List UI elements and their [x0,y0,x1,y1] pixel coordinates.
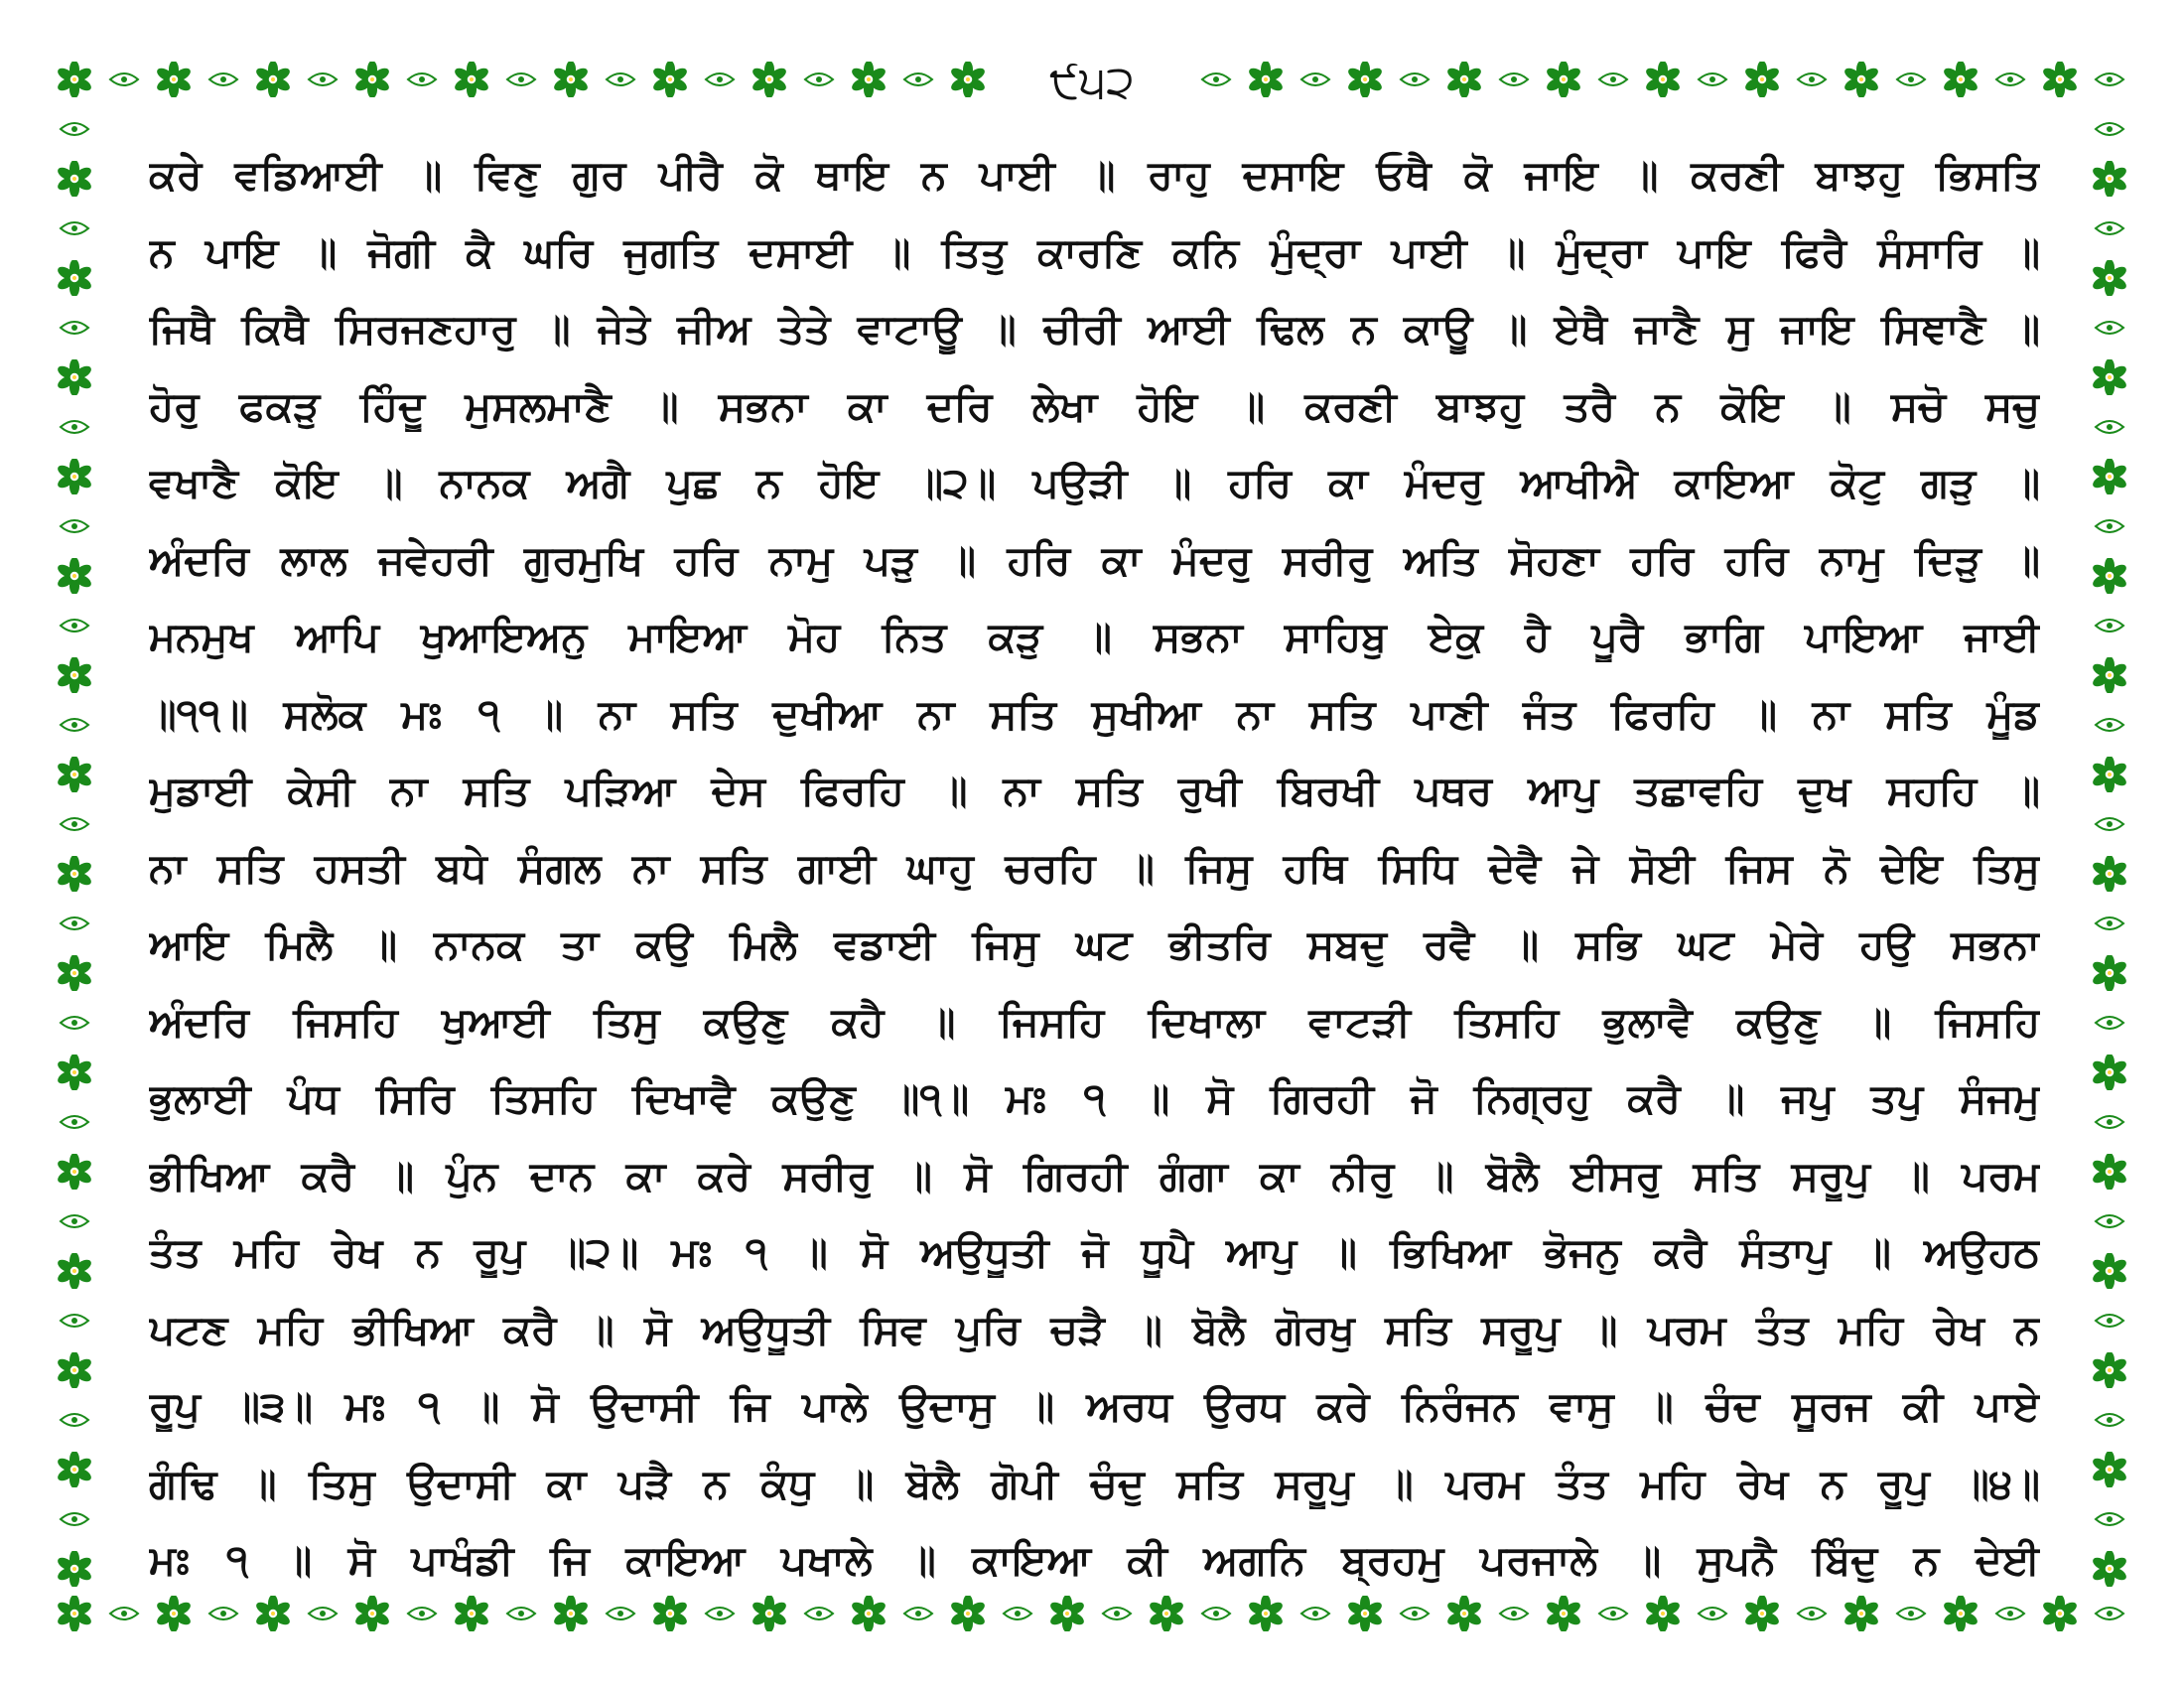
flower-ornament-icon [1645,62,1681,97]
leaf-ornament-icon [57,608,92,643]
text-line: ਜਿਥੈ ਕਿਥੈ ਸਿਰਜਣਹਾਰੁ ॥ ਜੇਤੇ ਜੀਅ ਤੇਤੇ ਵਾਟਾਊ ॥ ਚੀਰੀ ਆਈ ਢਿਲ ਨ ਕਾਊ ॥ ਏਥੈ ਜਾਣੈ ਸੁ ਜਾਇ ਸਿਞਾਣੈ ॥ [149,305,2040,352]
flower-ornament-icon [851,1596,887,1631]
leaf-ornament-icon [57,111,92,147]
leaf-ornament-icon [1595,62,1631,97]
flower-ornament-icon [2092,260,2127,296]
leaf-ornament-icon [57,707,92,743]
leaf-ornament-icon [57,211,92,246]
flower-ornament-icon [1446,62,1482,97]
flower-ornament-icon [1149,1596,1184,1631]
leaf-ornament-icon [2092,806,2127,842]
text-line: ਭੀਖਿਆ ਕਰੈ ॥ ਪੁੰਨ ਦਾਨ ਕਾ ਕਰੇ ਸਰੀਰੁ ॥ ਸੋ ਗਿਰਹੀ ਗੰਗਾ ਕਾ ਨੀਰੁ ॥ ਬੋਲੈ ਈਸਰੁ ਸਤਿ ਸਰੂਪੁ ॥ ਪਰਮ [149,1151,2040,1199]
leaf-ornament-icon [2092,608,2127,643]
flower-ornament-icon [1645,1596,1681,1631]
flower-ornament-icon [57,1596,92,1631]
flower-ornament-icon [2092,856,2127,892]
flower-ornament-icon [1049,1596,1085,1631]
flower-ornament-icon [2092,1551,2127,1587]
leaf-ornament-icon [106,62,142,97]
flower-ornament-icon [1943,62,1979,97]
leaf-ornament-icon [1297,62,1333,97]
flower-ornament-icon [354,1596,390,1631]
leaf-ornament-icon [603,62,638,97]
leaf-ornament-icon [2092,310,2127,346]
flower-ornament-icon [1843,1596,1879,1631]
flower-ornament-icon [255,1596,291,1631]
flower-ornament-icon [553,1596,589,1631]
flower-ornament-icon [553,62,589,97]
flower-ornament-icon [57,1452,92,1487]
flower-ornament-icon [454,1596,489,1631]
leaf-ornament-icon [305,62,341,97]
text-line: ਗੰਢਿ ॥ ਤਿਸੁ ਉਦਾਸੀ ਕਾ ਪੜੈ ਨ ਕੰਧੁ ॥ ਬੋਲੈ ਗੋਪੀ ਚੰਦੁ ਸਤਿ ਸਰੂਪੁ ॥ ਪਰਮ ਤੰਤ ਮਹਿ ਰੇਖ ਨ ਰੂਪੁ ॥੪॥ [149,1459,2040,1507]
leaf-ornament-icon [1893,1596,1929,1631]
leaf-ornament-icon [2092,508,2127,544]
leaf-ornament-icon [2092,1005,2127,1041]
leaf-ornament-icon [1794,62,1830,97]
flower-ornament-icon [2092,459,2127,494]
text-line: ਆਇ ਮਿਲੈ ॥ ਨਾਨਕ ਤਾ ਕਉ ਮਿਲੈ ਵਡਾਈ ਜਿਸੁ ਘਟ ਭੀਤਰਿ ਸਬਦੁ ਰਵੈ ॥ ਸਭਿ ਘਟ ਮੇਰੇ ਹਉ ਸਭਨਾ [149,920,2040,968]
flower-ornament-icon [57,856,92,892]
leaf-ornament-icon [702,1596,738,1631]
leaf-ornament-icon [2092,211,2127,246]
flower-ornament-icon [652,1596,688,1631]
flower-ornament-icon [57,62,92,97]
flower-ornament-icon [1843,62,1879,97]
leaf-ornament-icon [1893,62,1929,97]
leaf-ornament-icon [1297,1596,1333,1631]
text-line: ਹੋਰੁ ਫਕੜੁ ਹਿੰਦੂ ਮੁਸਲਮਾਣੈ ॥ ਸਭਨਾ ਕਾ ਦਰਿ ਲੇਖਾ ਹੋਇ ॥ ਕਰਣੀ ਬਾਝਹੁ ਤਰੈ ਨ ਕੋਇ ॥ ਸਚੋ ਸਚੁ [149,381,2040,430]
leaf-ornament-icon [57,1104,92,1140]
leaf-ornament-icon [57,1203,92,1239]
flower-ornament-icon [751,1596,787,1631]
flower-ornament-icon [1546,1596,1581,1631]
leaf-ornament-icon [1397,62,1433,97]
leaf-ornament-icon [1198,62,1234,97]
flower-ornament-icon [1943,1596,1979,1631]
flower-ornament-icon [57,757,92,792]
flower-ornament-icon [57,1352,92,1388]
text-line: ਅੰਦਰਿ ਜਿਸਹਿ ਖੁਆਈ ਤਿਸੁ ਕਉਣੁ ਕਹੈ ॥ ਜਿਸਹਿ ਦਿਖਾਲਾ ਵਾਟੜੀ ਤਿਸਹਿ ਭੁਲਾਵੈ ਕਉਣੁ ॥ ਜਿਸਹਿ [149,997,2040,1046]
leaf-ornament-icon [1496,1596,1532,1631]
text-line: ਕਰੇ ਵਡਿਆਈ ॥ ਵਿਣੁ ਗੁਰ ਪੀਰੈ ਕੋ ਥਾਇ ਨ ਪਾਈ ॥ ਰਾਹੁ ਦਸਾਇ ਓਥੈ ਕੋ ਜਾਇ ॥ ਕਰਣੀ ਬਾਝਹੁ ਭਿਸਤਿ [149,151,2040,199]
flower-ornament-icon [57,955,92,991]
leaf-ornament-icon [1992,62,2028,97]
flower-ornament-icon [57,1055,92,1090]
flower-ornament-icon [2092,1055,2127,1090]
leaf-ornament-icon [1099,1596,1135,1631]
leaf-ornament-icon [1397,1596,1433,1631]
flower-ornament-icon [1744,1596,1780,1631]
leaf-ornament-icon [2092,111,2127,147]
scripture-text [149,149,2040,1584]
leaf-ornament-icon [702,62,738,97]
text-line: ਮੁਡਾਈ ਕੇਸੀ ਨਾ ਸਤਿ ਪੜਿਆ ਦੇਸ ਫਿਰਹਿ ॥ ਨਾ ਸਤਿ ਰੁਖੀ ਬਿਰਖੀ ਪਥਰ ਆਪੁ ਤਛਾਵਹਿ ਦੁਖ ਸਹਹਿ ॥ [149,767,2040,814]
flower-ornament-icon [2092,359,2127,395]
leaf-ornament-icon [801,1596,837,1631]
leaf-ornament-icon [2092,62,2127,97]
leaf-ornament-icon [801,62,837,97]
flower-ornament-icon [454,62,489,97]
leaf-ornament-icon [2092,1203,2127,1239]
flower-ornament-icon [2092,1452,2127,1487]
leaf-ornament-icon [57,409,92,445]
flower-ornament-icon [2092,558,2127,594]
flower-ornament-icon [57,260,92,296]
leaf-ornament-icon [1595,1596,1631,1631]
flower-ornament-icon [1347,1596,1383,1631]
text-line: ਨ ਪਾਇ ॥ ਜੋਗੀ ਕੈ ਘਰਿ ਜੁਗਤਿ ਦਸਾਈ ॥ ਤਿਤੁ ਕਾਰਣਿ ਕਨਿ ਮੁੰਦ੍ਰਾ ਪਾਈ ॥ ਮੁੰਦ੍ਰਾ ਪਾਇ ਫਿਰੈ ਸੰਸਾਰਿ ॥ [149,227,2040,276]
flower-ornament-icon [1248,1596,1284,1631]
leaf-ornament-icon [2092,1104,2127,1140]
text-line: ਵਖਾਣੈ ਕੋਇ ॥ ਨਾਨਕ ਅਗੈ ਪੁਛ ਨ ਹੋਇ ॥੨॥ ਪਉੜੀ ॥ ਹਰਿ ਕਾ ਮੰਦਰੁ ਆਖੀਐ ਕਾਇਆ ਕੋਟੁ ਗੜੁ ॥ [149,459,2040,506]
flower-ornament-icon [950,1596,986,1631]
text-line: ਪਟਣ ਮਹਿ ਭੀਖਿਆ ਕਰੈ ॥ ਸੋ ਅਉਧੂਤੀ ਸਿਵ ਪੁਰਿ ਚੜੈ ॥ ਬੋਲੈ ਗੋਰਖੁ ਸਤਿ ਸਰੂਪੁ ॥ ਪਰਮ ਤੰਤ ਮਹਿ ਰੇਖ ਨ [149,1305,2040,1353]
flower-ornament-icon [57,1551,92,1587]
leaf-ornament-icon [57,1303,92,1338]
flower-ornament-icon [1446,1596,1482,1631]
flower-ornament-icon [2092,1253,2127,1289]
leaf-ornament-icon [205,62,241,97]
leaf-ornament-icon [900,62,936,97]
flower-ornament-icon [2042,62,2078,97]
leaf-ornament-icon [57,1501,92,1537]
flower-ornament-icon [57,657,92,693]
text-line: ਨਾ ਸਤਿ ਹਸਤੀ ਬਧੇ ਸੰਗਲ ਨਾ ਸਤਿ ਗਾਈ ਘਾਹੁ ਚਰਹਿ ॥ ਜਿਸੁ ਹਥਿ ਸਿਧਿ ਦੇਵੈ ਜੇ ਸੋਈ ਜਿਸ ਨੋ ਦੇਇ ਤਿਸੁ [149,843,2040,892]
text-line: ਅੰਦਰਿ ਲਾਲ ਜਵੇਹਰੀ ਗੁਰਮੁਖਿ ਹਰਿ ਨਾਮੁ ਪੜੁ ॥ ਹਰਿ ਕਾ ਮੰਦਰੁ ਸਰੀਰੁ ਅਤਿ ਸੋਹਣਾ ਹਰਿ ਹਰਿ ਨਾਮੁ ਦਿੜੁ ॥ [149,535,2040,584]
leaf-ornament-icon [1794,1596,1830,1631]
flower-ornament-icon [751,62,787,97]
leaf-ornament-icon [1992,1596,2028,1631]
flower-ornament-icon [1744,62,1780,97]
leaf-ornament-icon [205,1596,241,1631]
flower-ornament-icon [1347,62,1383,97]
leaf-ornament-icon [1695,1596,1730,1631]
flower-ornament-icon [57,1253,92,1289]
text-line: ਮਃ ੧ ॥ ਸੋ ਪਾਖੰਡੀ ਜਿ ਕਾਇਆ ਪਖਾਲੇ ॥ ਕਾਇਆ ਕੀ ਅਗਨਿ ਬ੍ਰਹਮੁ ਪਰਜਾਲੇ ॥ ਸੁਪਨੈ ਬਿੰਦੁ ਨ ਦੇਈ [149,1536,2040,1584]
leaf-ornament-icon [2092,707,2127,743]
flower-ornament-icon [57,558,92,594]
flower-ornament-icon [57,1154,92,1190]
leaf-ornament-icon [57,1005,92,1041]
flower-ornament-icon [1546,62,1581,97]
flower-ornament-icon [57,161,92,197]
page-number: ੯੫੨ [1013,52,1171,111]
flower-ornament-icon [2092,757,2127,792]
leaf-ornament-icon [305,1596,341,1631]
flower-ornament-icon [2042,1596,2078,1631]
leaf-ornament-icon [503,1596,539,1631]
text-line: ॥੧੧॥ ਸਲੋਕ ਮਃ ੧ ॥ ਨਾ ਸਤਿ ਦੁਖੀਆ ਨਾ ਸਤਿ ਸੁਖੀਆ ਨਾ ਸਤਿ ਪਾਣੀ ਜੰਤ ਫਿਰਹਿ ॥ ਨਾ ਸਤਿ ਮੂੰਡ [149,689,2040,738]
flower-ornament-icon [2092,1154,2127,1190]
leaf-ornament-icon [57,1402,92,1438]
leaf-ornament-icon [57,906,92,941]
flower-ornament-icon [2092,161,2127,197]
leaf-ornament-icon [57,310,92,346]
flower-ornament-icon [851,62,887,97]
leaf-ornament-icon [2092,906,2127,941]
flower-ornament-icon [156,1596,192,1631]
leaf-ornament-icon [603,1596,638,1631]
leaf-ornament-icon [1496,62,1532,97]
leaf-ornament-icon [57,806,92,842]
leaf-ornament-icon [503,62,539,97]
flower-ornament-icon [1248,62,1284,97]
leaf-ornament-icon [2092,1402,2127,1438]
text-line: ਮਨਮੁਖ ਆਪਿ ਖੁਆਇਅਨੁ ਮਾਇਆ ਮੋਹ ਨਿਤ ਕੜੁ ॥ ਸਭਨਾ ਸਾਹਿਬੁ ਏਕੁ ਹੈ ਪੂਰੈ ਭਾਗਿ ਪਾਇਆ ਜਾਈ [149,613,2040,660]
text-line: ਰੂਪੁ ॥੩॥ ਮਃ ੧ ॥ ਸੋ ਉਦਾਸੀ ਜਿ ਪਾਲੇ ਉਦਾਸੁ ॥ ਅਰਧ ਉਰਧ ਕਰੇ ਨਿਰੰਜਨ ਵਾਸੁ ॥ ਚੰਦ ਸੂਰਜ ਕੀ ਪਾਏ [149,1382,2040,1430]
text-line: ਭੁਲਾਈ ਪੰਧ ਸਿਰਿ ਤਿਸਹਿ ਦਿਖਾਵੈ ਕਉਣੁ ॥੧॥ ਮਃ ੧ ॥ ਸੋ ਗਿਰਹੀ ਜੋ ਨਿਗ੍ਰਹੁ ਕਰੈ ॥ ਜਪੁ ਤਪੁ ਸੰਜਮੁ [149,1074,2040,1122]
leaf-ornament-icon [106,1596,142,1631]
leaf-ornament-icon [1000,1596,1035,1631]
leaf-ornament-icon [2092,409,2127,445]
leaf-ornament-icon [1695,62,1730,97]
leaf-ornament-icon [2092,1303,2127,1338]
leaf-ornament-icon [2092,1596,2127,1631]
leaf-ornament-icon [900,1596,936,1631]
leaf-ornament-icon [404,62,440,97]
flower-ornament-icon [652,62,688,97]
leaf-ornament-icon [2092,1501,2127,1537]
flower-ornament-icon [354,62,390,97]
flower-ornament-icon [950,62,986,97]
flower-ornament-icon [57,359,92,395]
flower-ornament-icon [2092,955,2127,991]
flower-ornament-icon [255,62,291,97]
text-line: ਤੰਤ ਮਹਿ ਰੇਖ ਨ ਰੂਪੁ ॥੨॥ ਮਃ ੧ ॥ ਸੋ ਅਉਧੂਤੀ ਜੋ ਧੂਪੈ ਆਪੁ ॥ ਭਿਖਿਆ ਭੋਜਨੁ ਕਰੈ ਸੰਤਾਪੁ ॥ ਅਉਹਠ [149,1228,2040,1276]
leaf-ornament-icon [1198,1596,1234,1631]
leaf-ornament-icon [57,508,92,544]
flower-ornament-icon [156,62,192,97]
flower-ornament-icon [2092,657,2127,693]
flower-ornament-icon [2092,1352,2127,1388]
leaf-ornament-icon [404,1596,440,1631]
flower-ornament-icon [57,459,92,494]
